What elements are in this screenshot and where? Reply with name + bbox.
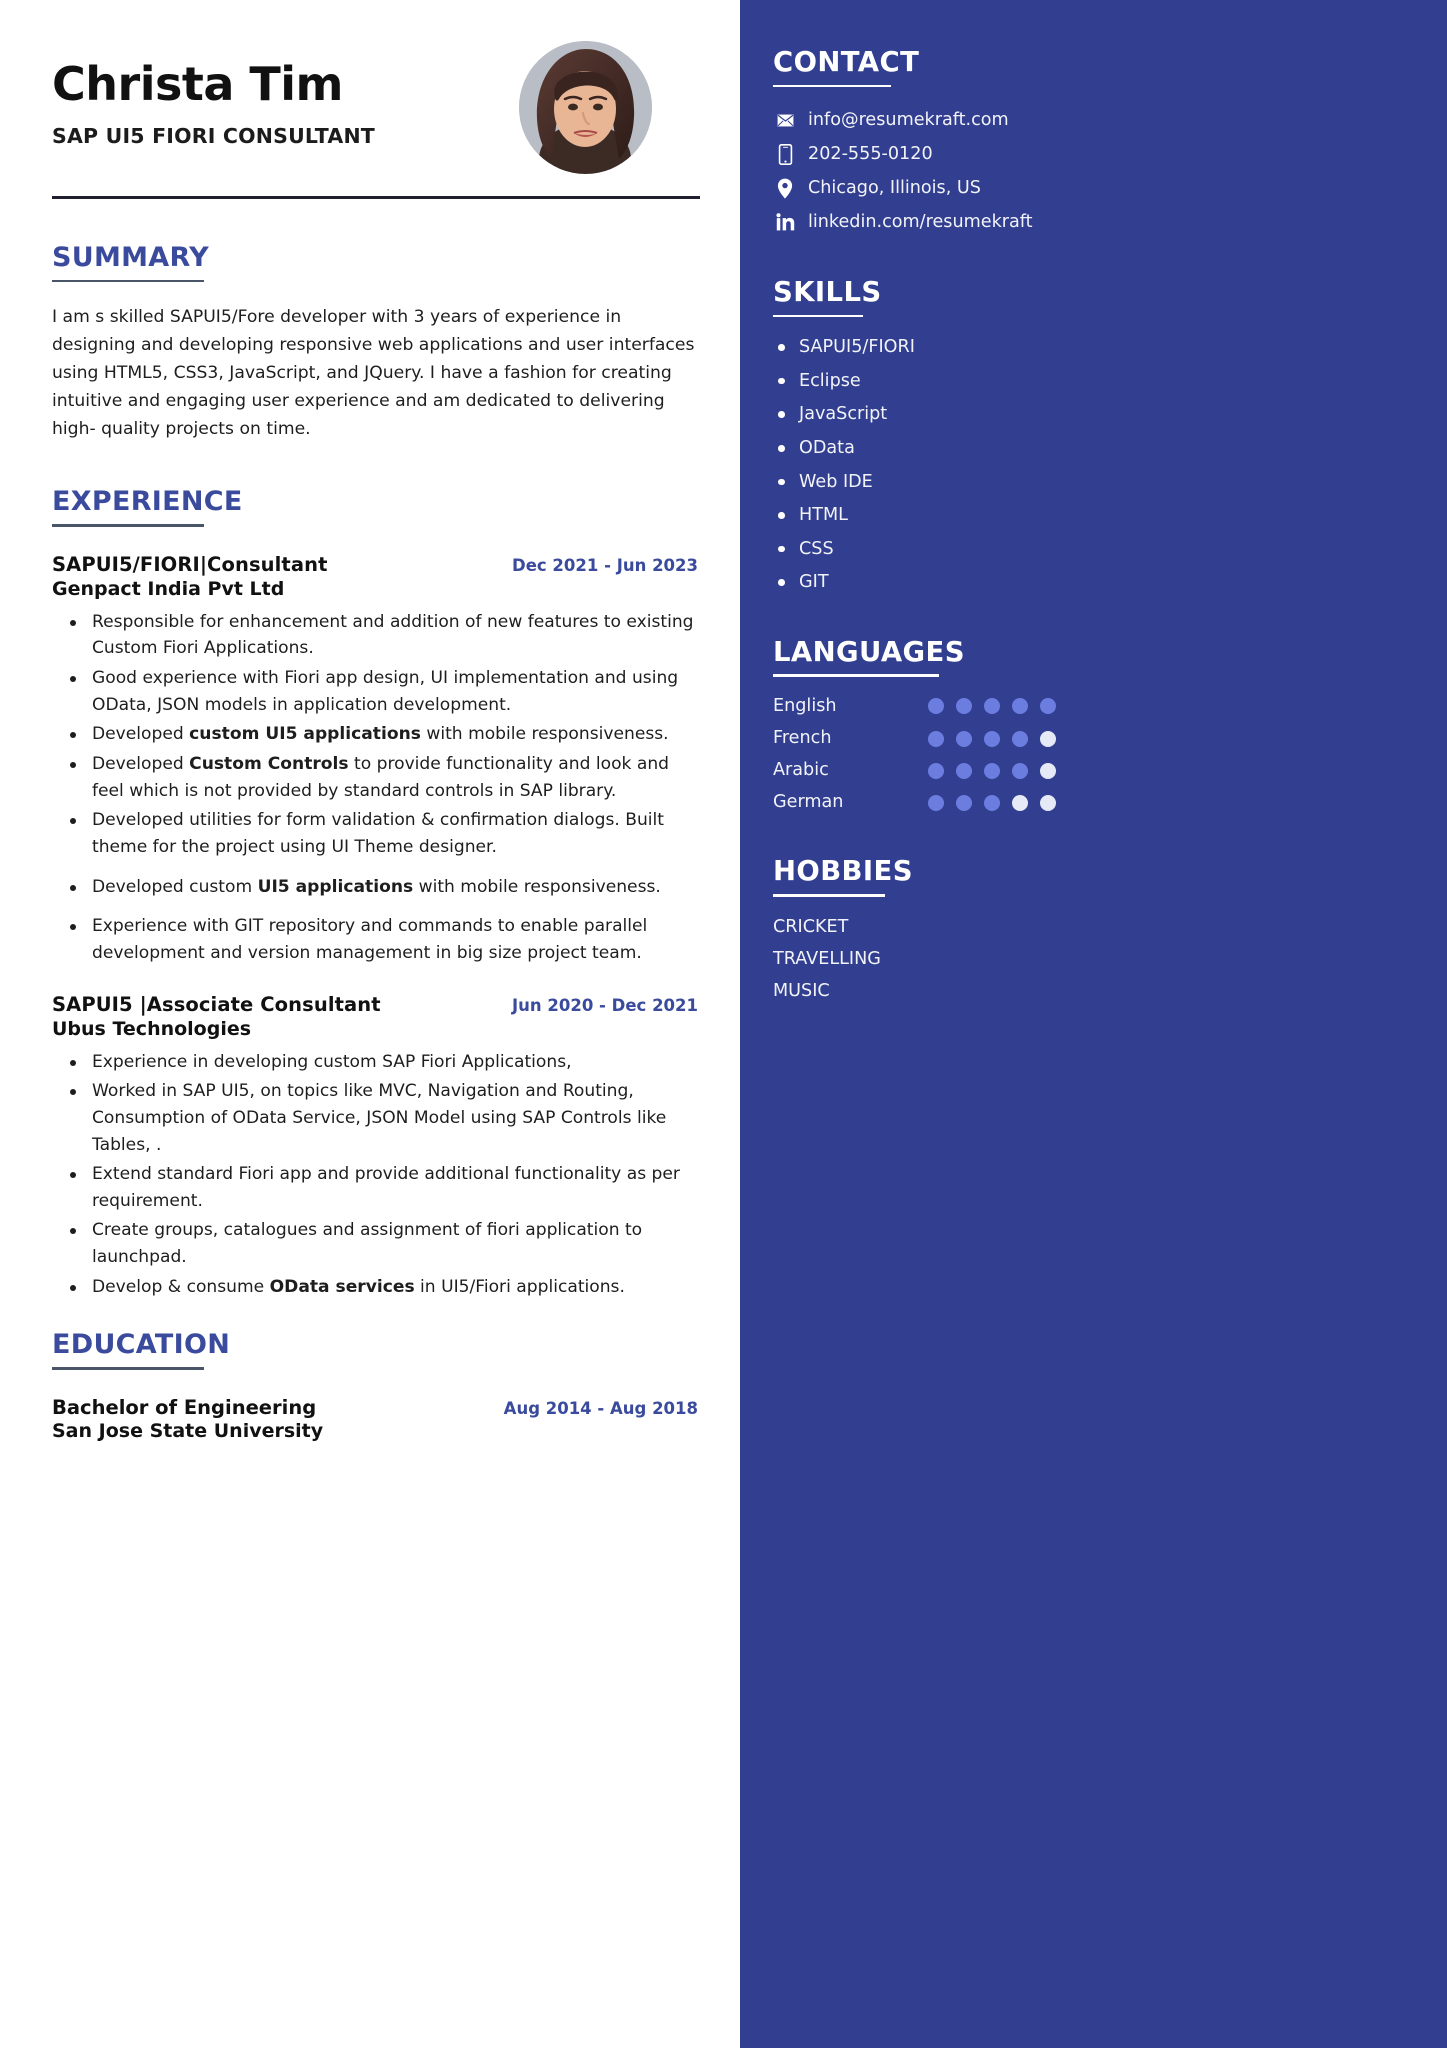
experience-bullet <box>90 665 698 718</box>
experience-company: Genpact India Pvt Ltd <box>52 577 285 600</box>
bullet-text: Developed utilities for form validation & confirmation dialogs. Built theme for the project using UI Theme designer. <box>92 810 664 857</box>
language-name: Arabic <box>773 760 829 781</box>
experience-bullet <box>90 1274 698 1301</box>
experience-company: Ubus Technologies <box>52 1017 252 1040</box>
bullet-text: to provide functionality and look and feel which is not provided by standard controls in SAP library. <box>92 753 670 801</box>
language-dot-filled <box>1012 731 1028 747</box>
hobbies-heading-underline <box>773 894 885 897</box>
skill-item: CSS <box>799 539 1407 560</box>
bullet-text: Developed <box>92 753 190 774</box>
contact-value: Chicago, Illinois, US <box>808 178 981 199</box>
hobbies-list <box>773 917 1407 1002</box>
experience-list <box>52 553 698 1301</box>
experience-bullet <box>90 1161 698 1214</box>
skill-item: JavaScript <box>799 404 1407 425</box>
language-dot-empty <box>1040 731 1056 747</box>
language-dot-filled <box>984 731 1000 747</box>
bullet-emphasis: UI5 applications <box>257 876 414 897</box>
languages-heading-underline <box>773 674 939 677</box>
language-name: French <box>773 728 832 749</box>
bullet-text: Developed custom <box>92 876 258 897</box>
experience-role: SAPUI5/FIORI|Consultant <box>52 552 328 576</box>
linkedin-icon <box>773 213 797 232</box>
contact-item[interactable] <box>773 109 1407 132</box>
language-dot-filled <box>1012 698 1028 714</box>
language-dot-filled <box>956 763 972 779</box>
education-dates: Aug 2014 - Aug 2018 <box>503 1398 698 1418</box>
education-degree: Bachelor of Engineering <box>52 1395 317 1419</box>
experience-dates: Dec 2021 - Jun 2023 <box>512 555 698 575</box>
language-dot-filled <box>984 795 1000 811</box>
name-block <box>52 38 375 148</box>
language-dot-filled <box>1040 698 1056 714</box>
experience-bullet <box>90 721 698 748</box>
language-dot-filled <box>928 795 944 811</box>
contact-heading: CONTACT <box>773 46 920 78</box>
bullet-text: with mobile responsiveness. <box>420 724 669 745</box>
skill-item: HTML <box>799 505 1407 526</box>
contact-section <box>773 48 1407 234</box>
language-dot-empty <box>1012 795 1028 811</box>
experience-entry-header <box>52 553 698 576</box>
contact-item[interactable] <box>773 211 1407 234</box>
summary-heading-underline <box>52 280 204 283</box>
education-entry-header <box>52 1396 698 1419</box>
skills-heading-underline <box>773 315 863 318</box>
contact-value: info@resumekraft.com <box>808 110 1009 131</box>
skill-item: SAPUI5/FIORI <box>799 337 1407 358</box>
bullet-text: Responsible for enhancement and addition of new features to existing Custom Fiori Applications. <box>92 611 694 659</box>
languages-heading: LANGUAGES <box>773 635 965 668</box>
hobby-item: TRAVELLING <box>773 948 881 969</box>
language-level-dots <box>928 698 1056 714</box>
bullet-text: Create groups, catalogues and assignment of fiori application to launchpad. <box>92 1220 643 1268</box>
education-heading: EDUCATION <box>52 1329 231 1361</box>
education-section <box>52 1330 698 1441</box>
contact-item[interactable] <box>773 177 1407 200</box>
education-list <box>52 1396 698 1442</box>
bullet-text: Develop & consume <box>92 1276 270 1297</box>
experience-bullet <box>90 751 698 804</box>
experience-entry-header <box>52 993 698 1016</box>
skill-item: Web IDE <box>799 472 1407 493</box>
contact-list <box>773 109 1407 233</box>
hobby-item: MUSIC <box>773 980 830 1001</box>
summary-text: I am s skilled SAPUI5/Fore developer with 3 years of experience in designing and developing responsive web applications and user interfaces using HTML5, CSS3, JavaScript, and JQuery. I have a fashion for creating intuitive and engaging user experience and am dedicated to delivering high- quality projects on time. <box>52 307 695 439</box>
skills-heading: SKILLS <box>773 275 882 308</box>
language-dot-filled <box>928 763 944 779</box>
profile-photo-icon <box>519 41 652 174</box>
bullet-text: Good experience with Fiori app design, UI implementation and using OData, JSON models in application development. <box>92 667 679 715</box>
bullet-text: Experience with GIT repository and commands to enable parallel development and version management in big size project team. <box>92 916 648 963</box>
summary-heading: SUMMARY <box>52 242 209 273</box>
experience-heading: EXPERIENCE <box>52 486 243 518</box>
experience-bullet <box>90 807 698 860</box>
contact-heading-underline <box>773 85 891 88</box>
languages-section <box>773 635 1407 814</box>
language-dot-filled <box>928 698 944 714</box>
language-item <box>773 728 1407 749</box>
languages-list <box>773 696 1407 813</box>
experience-bullet-list <box>52 609 698 967</box>
hobbies-section <box>773 857 1407 1002</box>
language-level-dots <box>928 795 1056 811</box>
bullet-emphasis: custom UI5 applications <box>189 724 421 745</box>
summary-section <box>52 243 698 443</box>
language-dot-empty <box>1040 795 1056 811</box>
skills-section <box>773 275 1407 594</box>
language-item <box>773 792 1407 813</box>
experience-role: SAPUI5 |Associate Consultant <box>52 992 381 1016</box>
language-dot-filled <box>928 731 944 747</box>
education-school: San Jose State University <box>52 1419 324 1442</box>
experience-entry <box>52 993 698 1301</box>
experience-heading-underline <box>52 524 204 527</box>
envelope-icon <box>773 111 797 130</box>
language-dot-filled <box>984 763 1000 779</box>
bullet-text: Worked in SAP UI5, on topics like MVC, Navigation and Routing, Consumption of OData Service, JSON Model using SAP Controls like Tables, . <box>92 1081 667 1155</box>
bullet-text: Extend standard Fiori app and provide additional functionality as per requirement. <box>92 1164 680 1211</box>
hobbies-heading: HOBBIES <box>773 855 913 888</box>
education-heading-underline <box>52 1367 204 1370</box>
experience-bullet <box>90 1078 698 1158</box>
resume-header <box>52 38 698 174</box>
language-dot-filled <box>984 698 1000 714</box>
language-dot-filled <box>956 698 972 714</box>
language-dot-empty <box>1040 763 1056 779</box>
language-item <box>773 696 1407 717</box>
bullet-text: Experience in developing custom SAP Fiori Applications, <box>92 1051 572 1072</box>
language-dot-filled <box>956 795 972 811</box>
experience-entry <box>52 553 698 967</box>
language-name: English <box>773 695 837 716</box>
skill-item: Eclipse <box>799 371 1407 392</box>
bullet-emphasis: Custom Controls <box>189 753 349 774</box>
mobile-phone-icon <box>773 144 797 165</box>
skill-item: OData <box>799 438 1407 459</box>
language-level-dots <box>928 763 1056 779</box>
language-item <box>773 760 1407 781</box>
language-dot-filled <box>956 731 972 747</box>
bullet-text: Developed <box>92 724 190 745</box>
experience-bullet <box>90 874 698 901</box>
language-level-dots <box>928 731 1056 747</box>
experience-dates: Jun 2020 - Dec 2021 <box>512 995 698 1015</box>
candidate-job-title: SAP UI5 FIORI CONSULTANT <box>52 124 375 149</box>
header-divider <box>52 196 700 199</box>
experience-bullet <box>90 609 698 662</box>
experience-bullet <box>90 1217 698 1270</box>
bullet-text: in UI5/Fiori applications. <box>414 1276 625 1297</box>
hobby-item: CRICKET <box>773 916 849 937</box>
bullet-emphasis: OData services <box>269 1276 415 1297</box>
experience-section <box>52 487 698 1300</box>
experience-bullet <box>90 913 698 966</box>
contact-item[interactable] <box>773 143 1407 166</box>
contact-value: linkedin.com/resumekraft <box>808 211 1033 232</box>
avatar <box>519 41 652 174</box>
experience-bullet-list <box>52 1049 698 1301</box>
language-dot-filled <box>1012 763 1028 779</box>
experience-bullet <box>90 1049 698 1076</box>
education-entry <box>52 1396 698 1442</box>
map-pin-icon <box>773 178 797 199</box>
sidebar <box>740 0 1447 2048</box>
contact-value: 202-555-0120 <box>808 144 933 165</box>
language-name: German <box>773 792 844 813</box>
skills-list <box>773 337 1407 593</box>
skill-item: GIT <box>799 572 1407 593</box>
bullet-text: with mobile responsiveness. <box>413 876 661 897</box>
candidate-name: Christa Tim <box>52 57 343 111</box>
